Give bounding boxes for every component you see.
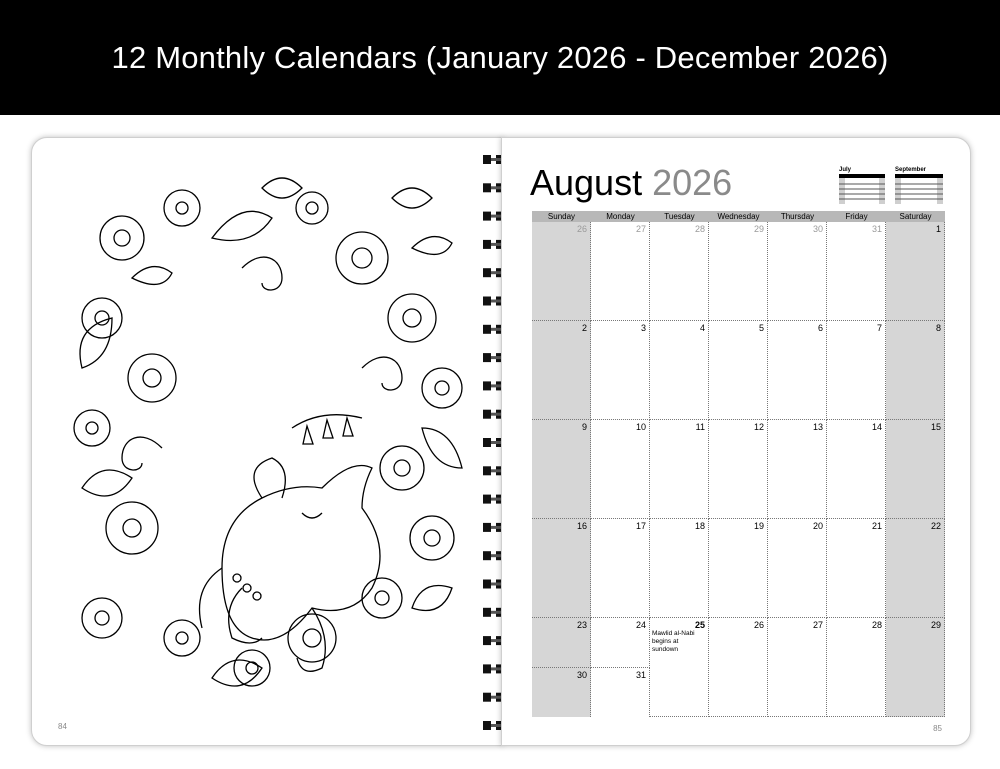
day-number: 21 — [871, 521, 882, 531]
day-cell[interactable] — [709, 222, 768, 321]
day-number: 26 — [753, 620, 764, 630]
day-number: 6 — [817, 323, 823, 333]
page-header — [0, 0, 1000, 115]
day-number: 2 — [581, 323, 587, 333]
day-number: 22 — [930, 521, 941, 531]
day-cell[interactable] — [650, 321, 709, 420]
day-cell[interactable] — [591, 668, 650, 718]
day-cell[interactable] — [591, 420, 650, 519]
mini-calendar-month: July — [839, 167, 852, 173]
header-title: 12 Monthly Calendars (January 2026 - December 2026) — [111, 39, 889, 75]
day-number: 13 — [812, 422, 823, 432]
day-number: 19 — [753, 521, 764, 531]
day-cell[interactable] — [709, 519, 768, 618]
day-cell[interactable] — [886, 420, 945, 519]
day-number: 28 — [871, 620, 882, 630]
day-cell[interactable] — [768, 618, 827, 717]
day-cell[interactable] — [827, 321, 886, 420]
day-cell[interactable] — [886, 222, 945, 321]
weekday-label: Monday — [606, 212, 635, 221]
day-number: 27 — [812, 620, 823, 630]
weekday-label: Tuesday — [664, 212, 695, 221]
day-cell[interactable] — [827, 420, 886, 519]
day-cell[interactable] — [591, 618, 650, 668]
year-label: 2026 — [652, 162, 733, 203]
day-number: 31 — [635, 669, 646, 680]
weekday-header — [532, 211, 945, 222]
day-number: 18 — [694, 521, 705, 531]
left-page-number: 84 — [58, 722, 67, 731]
right-page — [501, 137, 971, 746]
day-number: 23 — [576, 620, 587, 630]
day-number: 7 — [876, 323, 882, 333]
mini-calendar-grid — [895, 174, 943, 204]
day-cell[interactable] — [532, 321, 591, 420]
day-number: 10 — [635, 422, 646, 432]
open-planner — [31, 137, 971, 746]
day-number: 24 — [635, 620, 646, 630]
day-number: 27 — [635, 224, 646, 234]
weekday-label: Friday — [845, 212, 868, 221]
day-number: 29 — [930, 620, 941, 630]
calendar-title — [530, 162, 732, 204]
weekday-label: Wednesday — [717, 212, 760, 221]
day-cell[interactable] — [591, 321, 650, 420]
day-number: 1 — [935, 224, 941, 234]
coloring-illustration — [62, 168, 482, 728]
day-cell[interactable] — [827, 618, 886, 717]
day-cell[interactable] — [650, 420, 709, 519]
day-number: 15 — [930, 422, 941, 432]
day-cell[interactable] — [768, 519, 827, 618]
day-cell[interactable] — [886, 321, 945, 420]
day-number: 12 — [753, 422, 764, 432]
day-cell[interactable] — [827, 222, 886, 321]
calendar-grid — [532, 222, 945, 717]
day-cell[interactable] — [827, 519, 886, 618]
day-number: 30 — [812, 224, 823, 234]
mini-calendar-july — [839, 167, 889, 204]
day-cell[interactable] — [886, 618, 945, 717]
day-cell[interactable] — [532, 420, 591, 519]
day-cell[interactable] — [532, 668, 591, 718]
day-number: 25 — [694, 620, 705, 630]
day-number: 11 — [695, 422, 705, 432]
day-number: 5 — [758, 323, 764, 333]
day-cell[interactable] — [532, 618, 591, 668]
day-number: 3 — [640, 323, 646, 333]
day-number: 28 — [694, 224, 705, 234]
day-number: 31 — [871, 224, 882, 234]
weekday-label: Sunday — [547, 212, 576, 221]
day-number: 29 — [753, 224, 764, 234]
weekday-label: Thursday — [780, 212, 815, 221]
day-cell[interactable] — [886, 519, 945, 618]
day-cell[interactable] — [768, 420, 827, 519]
mini-calendar-september — [895, 167, 945, 204]
day-cell[interactable] — [768, 321, 827, 420]
mini-calendar-grid — [839, 174, 885, 204]
day-number: 17 — [635, 521, 646, 531]
weekday-label: Saturday — [899, 212, 932, 221]
day-number: 20 — [812, 521, 823, 531]
day-cell[interactable] — [591, 519, 650, 618]
day-cell[interactable] — [650, 222, 709, 321]
day-number: 16 — [576, 521, 587, 531]
left-page — [31, 137, 503, 746]
day-cell[interactable] — [709, 321, 768, 420]
day-number: 26 — [576, 224, 587, 234]
month-calendar — [532, 211, 945, 717]
day-cell[interactable] — [532, 222, 591, 321]
right-page-number: 85 — [933, 724, 942, 733]
day-number: 8 — [935, 323, 941, 333]
day-number: 4 — [699, 323, 705, 333]
mini-calendar-month: September — [895, 167, 927, 173]
day-number: 30 — [576, 669, 587, 680]
day-cell[interactable] — [591, 222, 650, 321]
day-cell[interactable] — [709, 618, 768, 717]
day-cell[interactable] — [709, 420, 768, 519]
month-name: August — [530, 162, 643, 203]
day-cell[interactable] — [532, 519, 591, 618]
day-number: 9 — [581, 422, 587, 432]
day-number: 14 — [871, 422, 882, 432]
day-cell[interactable] — [768, 222, 827, 321]
day-cell[interactable] — [650, 519, 709, 618]
calendar-event[interactable]: Mawlid al-Nabi begins at sundown — [652, 630, 695, 653]
day-cell[interactable] — [650, 618, 709, 717]
